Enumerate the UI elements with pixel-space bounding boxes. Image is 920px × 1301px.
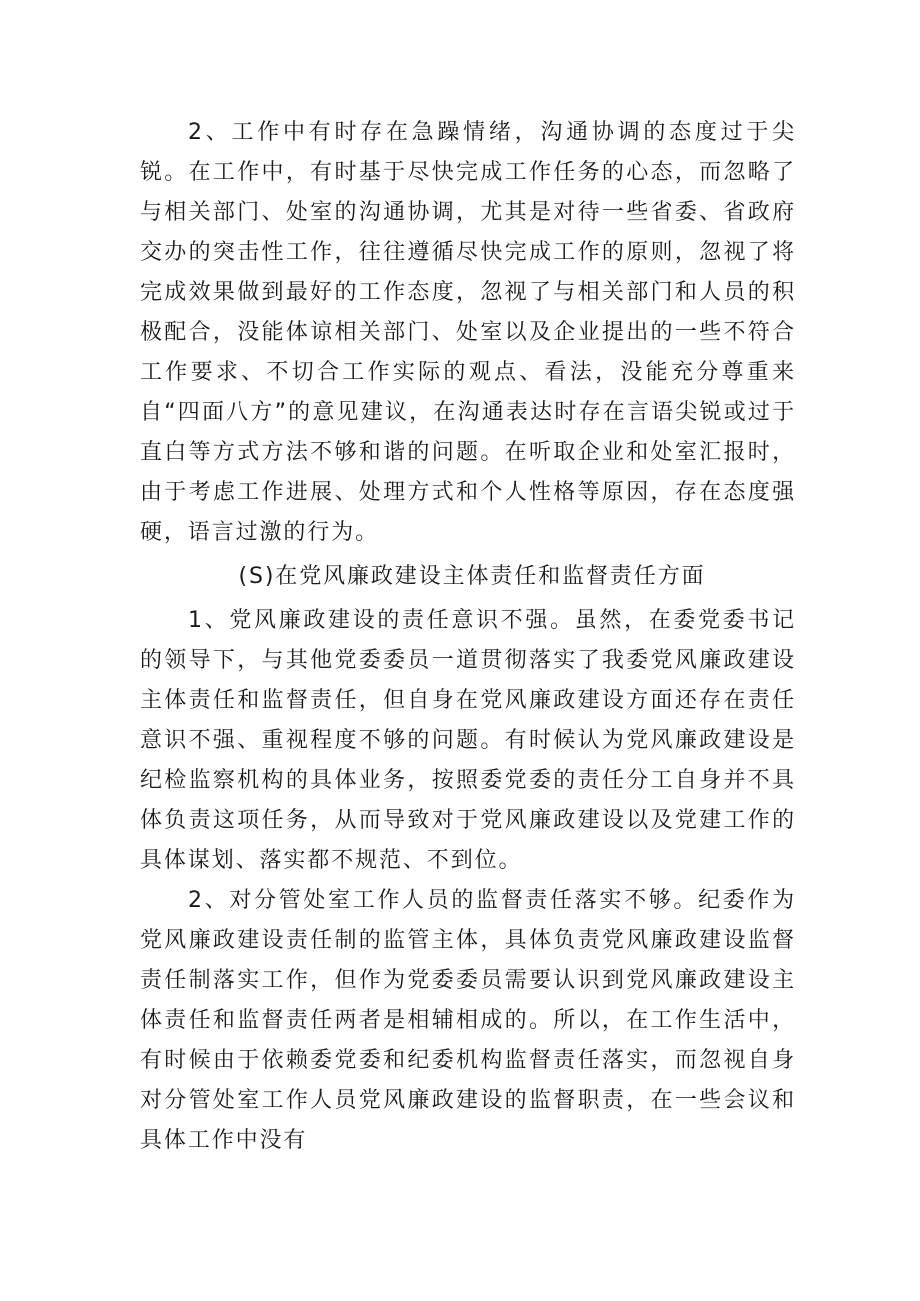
paragraph-responsibility-awareness: 1、党风廉政建设的责任意识不强。虽然，在委党委书记的领导下，与其他党委委员一道贯彻落实了我委党风廉政建设主体责任和监督责任，但自身在党风廉政建设方面还存在责任意识不强、重视程度不够的问题。有时候认为党风廉政建设是纪检监察机构的具体业务，按照委党委的责任分工自身并不具体负责这项任务，从而导致对于党风廉政建设以及党建工作的具体谋划、落实都不规范、不到位。 — [140, 608, 796, 873]
paragraph-communication-issues: 2、工作中有时存在急躁情绪，沟通协调的态度过于尖锐。在工作中，有时基于尽快完成工作任务的心态，而忽略了与相关部门、处室的沟通协调，尤其是对待一些省委、省政府交办的突击性工作，往往遵循尽快完成工作的原则，忽视了将完成效果做到最好的工作态度，忽视了与相关部门和人员的积极配合，没能体谅相关部门、处室以及企业提出的一些不符合工作要求、不切合工作实际的观点、看法，没能充分尊重来自“四面八方”的意见建议，在沟通表达时存在言语尖锐或过于直白等方式方法不够和谐的问题。在听取企业和处室汇报时，由于考虑工作进展、处理方式和个人性格等原因，存在态度强硬，语言过激的行为。 — [140, 120, 796, 545]
section-heading: (S)在党风廉政建设主体责任和监督责任方面 — [238, 564, 706, 589]
document-body — [140, 113, 796, 1161]
paragraph-supervision-responsibility: 2、对分管处室工作人员的监督责任落实不够。纪委作为党风廉政建设责任制的监管主体，具体负责党风廉政建设监督责任制落实工作，但作为党委委员需要认识到党风廉政建设主体责任和监督责任两者是相辅相成的。所以，在工作生活中，有时候由于依赖委党委和纪委机构监督责任落实，而忽视自身对分管处室工作人员党风廉政建设的监督职责，在一些会议和具体工作中没有 — [140, 888, 796, 1153]
